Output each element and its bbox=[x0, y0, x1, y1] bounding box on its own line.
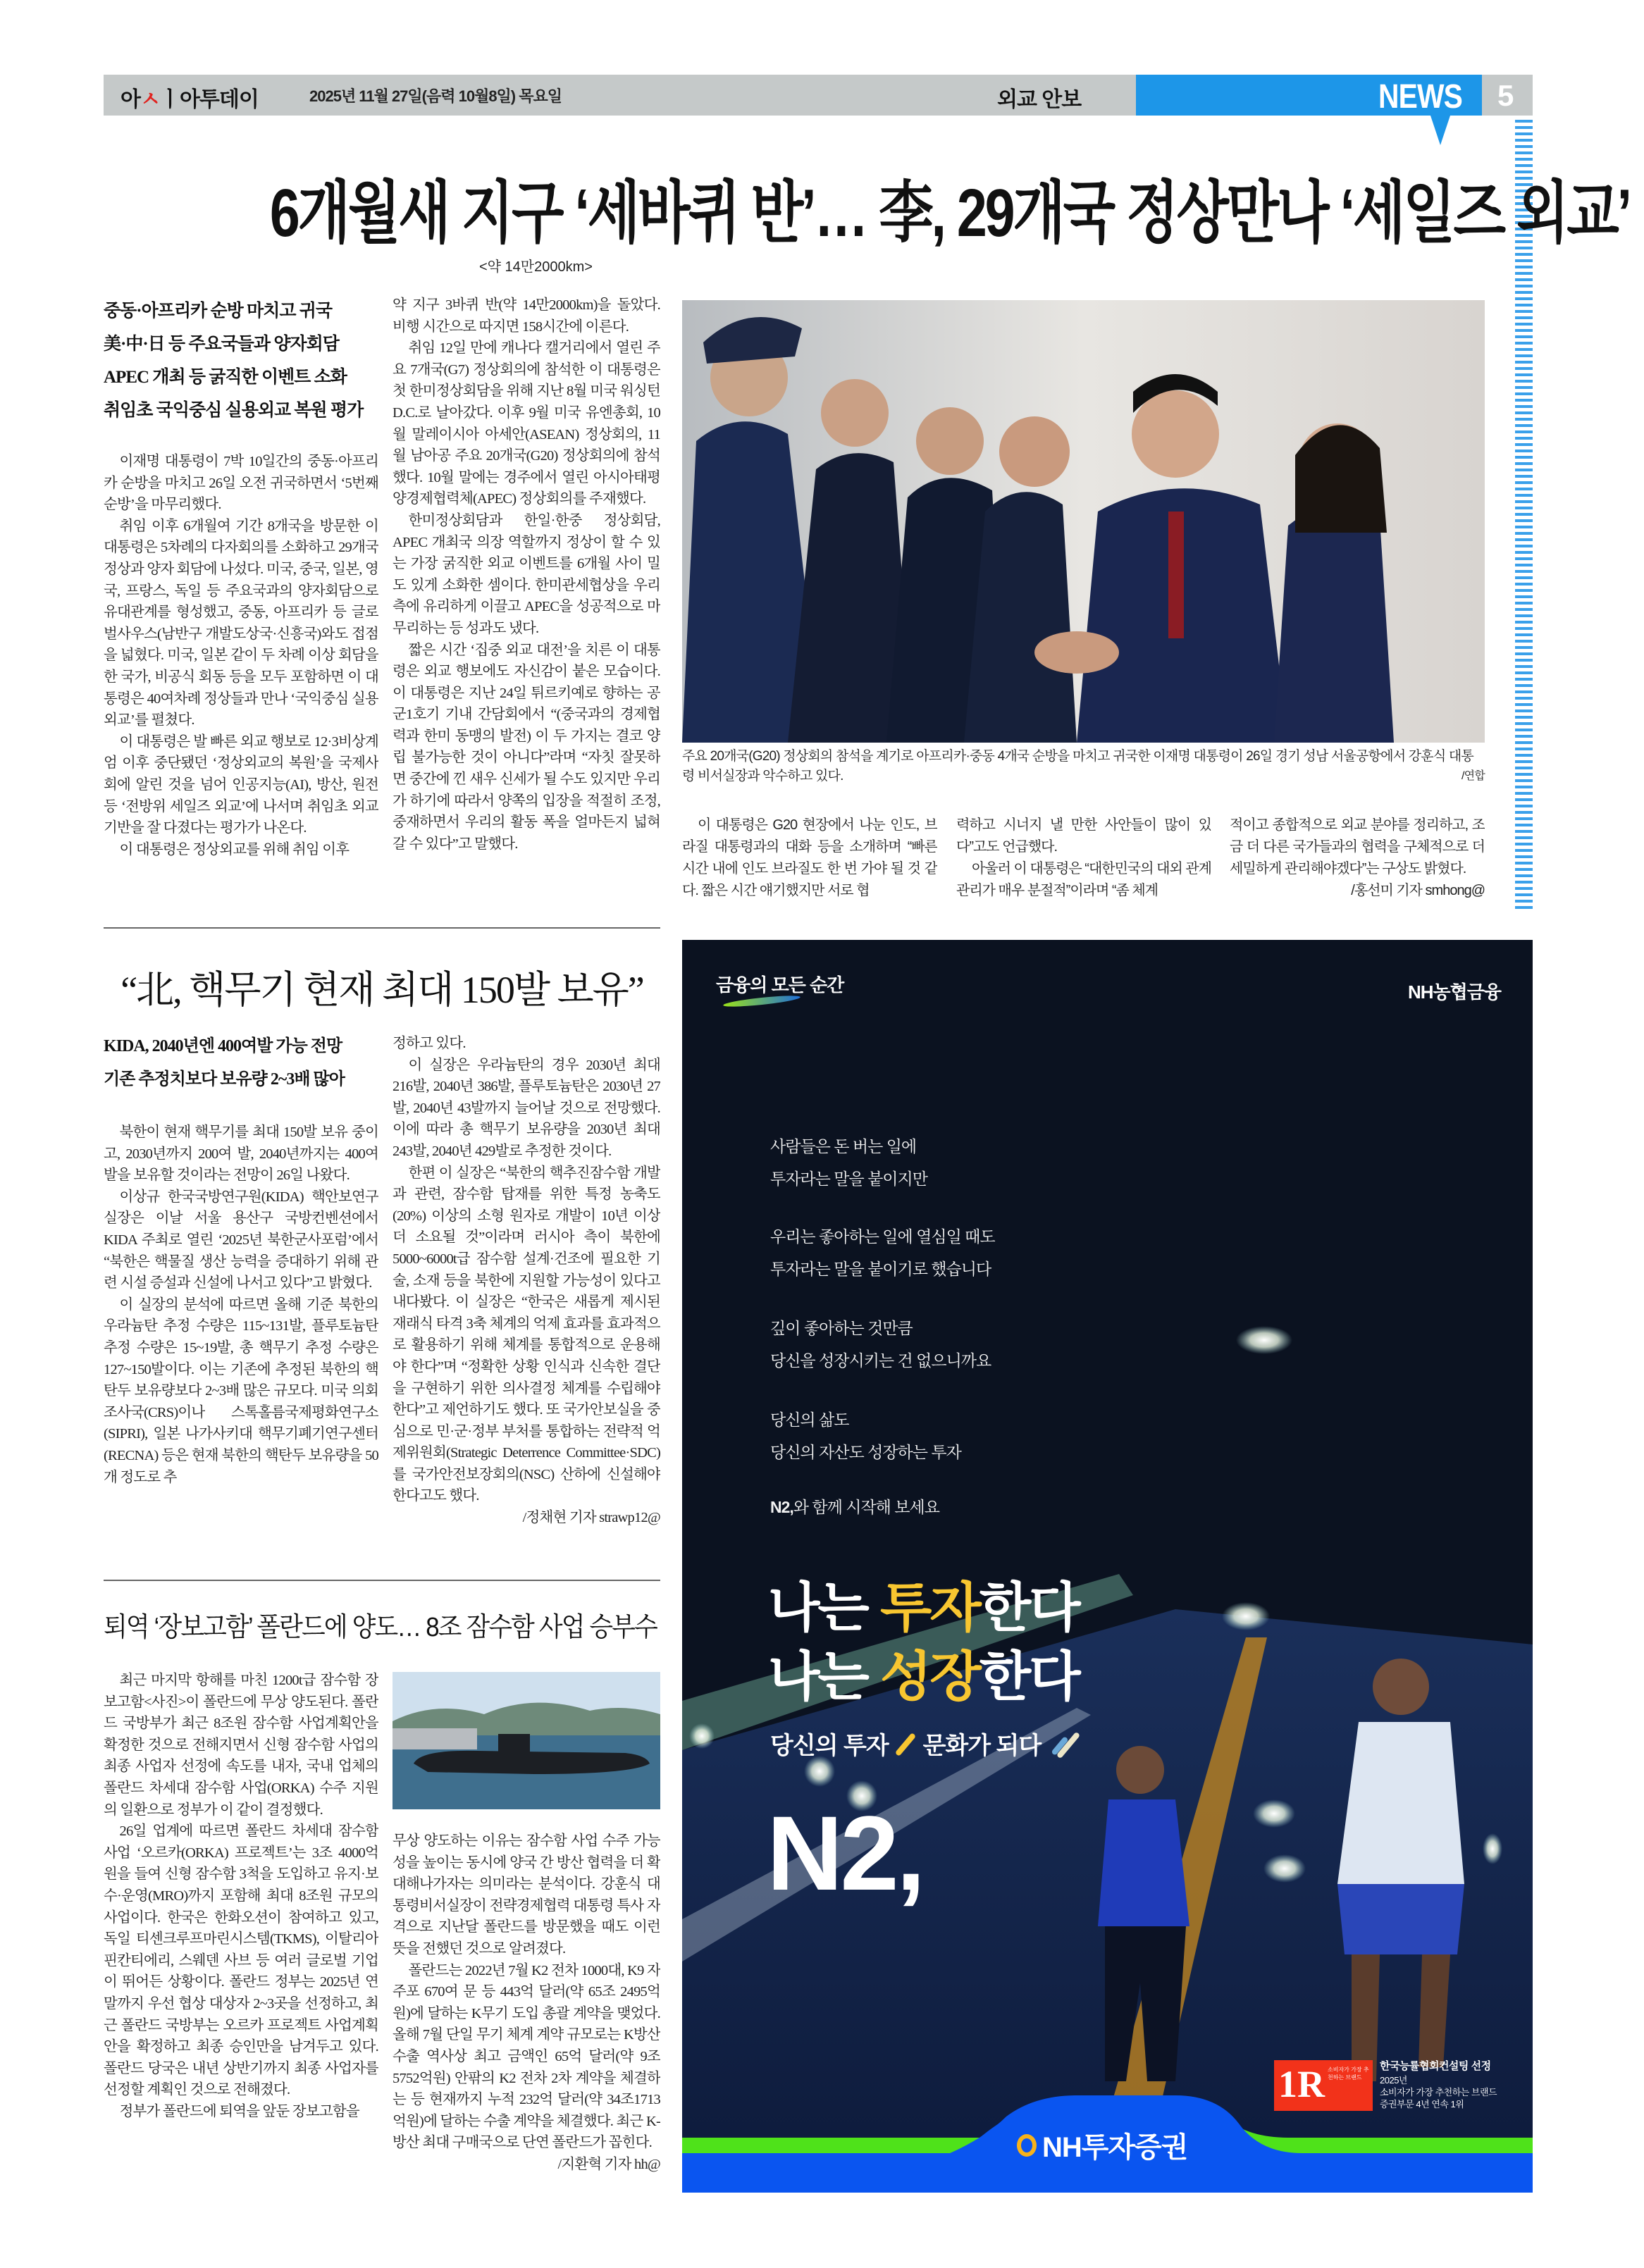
paragraph: 이 실장은 우라늄탄의 경우 2030년 최대 216발, 2040년 386발, 플루토늄탄은 2030년 27발, 2040년 43발까지 늘어날 것으로 전망했다. 이에 따라 총 핵무기 보유량을 2030년 최대 243발, 2040년 429발로 추정한 것이다. bbox=[393, 1057, 660, 1159]
copy-line: 우리는 좋아하는 일에 열심일 때도 bbox=[770, 1227, 995, 1246]
article2-column-2 bbox=[393, 1033, 660, 1573]
paragraph: 무상 양도하는 이유는 잠수함 사업 수주 가능성을 높이는 동시에 양국 간 방산 협력을 더 확대해나가자는 의미라는 분석이다. 강훈식 대통령비서실장이 전략경제협력 대통령 특사 자격으로 지난달 폴란드를 방문했을 때도 이런 뜻을 전했던 것으로 알려졌다. bbox=[393, 1833, 660, 1957]
brand-name: NH투자증권 bbox=[1042, 2132, 1188, 2163]
subheadings bbox=[104, 295, 385, 427]
headline-highlight: 성장 bbox=[879, 1647, 979, 1707]
article1-column-2 bbox=[393, 295, 660, 909]
paragraph: 정부가 폴란드에 퇴역을 앞둔 장보고함을 bbox=[119, 2103, 359, 2119]
copy-line: 당신의 자산도 성장하는 투자 bbox=[770, 1443, 961, 1461]
nh-investment-logo[interactable] bbox=[1017, 2125, 1187, 2165]
headline-line-2 bbox=[768, 1643, 1079, 1712]
subheading: 기존 추정치보다 보유량 2~3배 많아 bbox=[104, 1070, 345, 1089]
copy-line: 당신을 성장시키는 건 없으니까요 bbox=[770, 1351, 991, 1370]
copy-line: 사람들은 돈 버는 일에 bbox=[770, 1137, 917, 1155]
subheading: 美·中·日 등 주요국들과 양자회담 bbox=[104, 335, 339, 354]
slash-yellow-icon bbox=[895, 1733, 917, 1756]
headline-text: 한다 bbox=[979, 1578, 1079, 1638]
article1-column-4 bbox=[956, 814, 1211, 906]
nh-investment-advertisement[interactable] bbox=[682, 940, 1533, 2193]
paragraph: 이 대통령은 정상외교를 위해 취임 이후 bbox=[119, 841, 350, 857]
copy-line-n2 bbox=[770, 1491, 995, 1523]
nh-group-logo: NH농협금융 bbox=[1408, 981, 1502, 1003]
paragraph: 이상규 한국국방연구원(KIDA) 핵안보연구실장은 이날 서울 용산구 국방컨벤션에서 KIDA 주최로 열린 ‘2025년 북한군사포럼’에서 “북한은 핵물질 생산 능력을 증대하기 위해 관련 시설 증설과 신설에 나서고 있다”고 밝혔다. bbox=[104, 1189, 378, 1291]
headline-article3-container bbox=[104, 1605, 660, 1644]
byline: /지환혁 기자 hh@ bbox=[557, 2156, 660, 2172]
award-line: 소비자가 가장 추천하는 브랜드 bbox=[1380, 2087, 1497, 2097]
award-1r-mark: 1R bbox=[1278, 2063, 1325, 2105]
subheading: 중동·아프리카 순방 마치고 귀국 bbox=[104, 302, 333, 321]
paragraph: 한편 이 실장은 “북한의 핵추진잠수함 개발과 관련, 잠수함 탑재를 위한 특정 농축도(20%) 이상의 소형 원자로 개발이 10년 이상 더 소요될 것”이라며 러시아 측이 북한에 5000~6000t급 잠수함 설계·건조에 필요한 기술, 소재 등을 북한에 지원할 가능성이 있다고 내다봤다. 이 실장은 “한국은 새롭게 제시된 재래식 타격 3축 체계의 억제 효과를 효과적으로 활용하기 위해 체계를 통합적으로 운용해야 한다”며 “정확한 상황 인식과 신속한 결단을 구현하기 위한 의사결정 체계를 수립해야 한다”고 제언하기도 했다. 또 국가안보실을 중심으로 민·군·정부 부처를 통합하는 전략적 억제위원회(Strategic Deterrence Committee·SDC)를 국가안전보장회의(NSC) 산하에 신설해야 한다고도 했다. bbox=[393, 1165, 660, 1504]
news-tab bbox=[1136, 75, 1482, 116]
ad-background bbox=[682, 940, 1533, 2193]
logo-part: 아 bbox=[120, 88, 140, 111]
nh-emblem-icon bbox=[1017, 2134, 1037, 2157]
byline: /홍선미 기자 smhong@ bbox=[1351, 883, 1485, 898]
subheading: APEC 개최 등 굵직한 이벤트 소화 bbox=[104, 368, 347, 387]
paragraph: 취임 12일 만에 캐나다 캘거리에서 열린 주요 7개국(G7) 정상회의에 참석한 이 대통령은 첫 한미정상회담을 위해 지난 8월 미국 워싱턴D.C.로 날아갔다. 이후 9월 미국 유엔총회, 10월 말레이시아 아세안(ASEAN) 정상회의, 11월 남아공 주요 20개국(G20) 정상회의에 참석했다. 10월 말에는 경주에서 열린 아시아태평양경제협력체(APEC) 정상회의를 주재했다. bbox=[393, 340, 660, 507]
ad-headline bbox=[768, 1574, 1079, 1712]
pointer-triangle-icon bbox=[1430, 116, 1450, 145]
copy-line: 투자라는 말을 붙이기로 했습니다 bbox=[770, 1260, 991, 1278]
headline-main-container bbox=[104, 175, 1630, 254]
subheading: KIDA, 2040년엔 400여발 가능 전망 bbox=[104, 1037, 342, 1055]
paragraph: 최근 마지막 항해를 마친 1200t급 잠수함 장보고함<사진>이 폴란드에 무상 양도된다. 폴란드 국방부가 최근 8조원 잠수함 사업계획안을 확정한 것으로 전해지면서 신형 잠수함 사업의 최종 사업자 선정에 속도를 내자, 국내 업체의 폴란드 차세대 잠수함 사업(ORKA) 수주 지원의 일환으로 정부가 이 같이 결정했다. bbox=[104, 1673, 378, 1818]
award-badge bbox=[1274, 2060, 1373, 2111]
ad-copy bbox=[770, 1130, 995, 1523]
paragraph: 26일 업계에 따르면 폴란드 차세대 잠수함 사업 ‘오르카(ORKA) 프로젝트’는 3조 4000억원을 들여 신형 잠수함 3척을 도입하고 유지·보수·운영(MRO)까지 포함해 최대 8조원 규모의 사업이다. 한국은 한화오션이 참여하고 있고, 독일 티센크루프마린시스템(TKMS), 이탈리아 핀칸티에리, 스웨덴 사브 등 여러 글로벌 기업이 뛰어든 상황이다. 폴란드 정부는 2025년 연말까지 우선 협상 대상자 2~3곳을 선정하고, 최근 폴란드 국방부는 오르카 프로젝트 사업계획안을 확정하고 최종 승인만을 남겨두고 있다. 폴란드 당국은 내년 상반기까지 최종 사업자를 선정할 계획인 것으로 전해졌다. bbox=[104, 1823, 378, 2098]
article1-column-1 bbox=[104, 451, 378, 909]
paragraph: 취임 이후 6개월여 기간 8개국을 방문한 이 대통령은 5차례의 다자회의를 소화하고 29개국 정상과 양자 회담에 나섰다. 미국, 중국, 일본, 영국, 프랑스, 독일 등 주요국과의 양자회담으로 유대관계를 형성했고, 중동, 아프리카 등 글로벌사우스(남반구 개발도상국·신흥국)와도 접점을 넓혔다. 미국, 일본 같이 두 차례 이상 회담을 한 국가, 비공식 회동 등을 모두 포함하면 이 대통령은 40여차례 정상들과 만나 ‘국익중심 실용외교’를 펼쳤다. bbox=[104, 518, 378, 729]
subheading: 취임초 국익중심 실용외교 복원 평가 bbox=[104, 401, 364, 420]
award-text bbox=[1380, 2060, 1497, 2110]
headline-article2: “北, 핵무기 현재 최대 150발 보유” bbox=[120, 969, 643, 1011]
n2-line-text: 와 함께 시작해 보세요 bbox=[793, 1498, 939, 1516]
paragraph: 정하고 있다. bbox=[393, 1036, 466, 1051]
headline-note: <약 14만2000km> bbox=[479, 259, 593, 275]
headline-highlight: 투자 bbox=[879, 1578, 979, 1638]
award-title: 한국능률협회컨설팅 선정 bbox=[1380, 2060, 1491, 2072]
paragraph: 력하고 시너지 낼 만한 사안들이 많이 있다”고도 언급했다. bbox=[956, 817, 1211, 855]
issue-date: 2025년 11월 27일(음력 10월8일) 목요일 bbox=[309, 87, 562, 105]
article3-column-2 bbox=[393, 1830, 660, 2225]
paragraph: 이 대통령은 G20 현장에서 나눈 인도, 브라질 대통령과의 대화 등을 소개하며 “빠른 시간 내에 인도 브라질도 한 번 가야 될 것 같다. 짧은 시간 얘기했지만 서로 협 bbox=[682, 817, 937, 898]
page-number-box bbox=[1482, 75, 1533, 116]
logo-part: ㅅ bbox=[140, 88, 160, 111]
paragraph: 적이고 종합적으로 외교 분야를 정리하고, 조금 더 다른 국가들과의 협력을 구체적으로 더 세밀하게 관리해야겠다”는 구상도 밝혔다. bbox=[1230, 817, 1485, 876]
paragraph: 폴란드는 2022년 7월 K2 전차 1000대, K9 자주포 670여 문 등 443억 달러(약 65조 2495억원)에 달하는 K무기 도입 총괄 계약을 맺었다. 올해 7월 단일 무기 체계 계약 규모로는 K방산 수출 역사상 최고 금액인 65억 달러(약 9조5752억원) 안팎의 K2 전차 2차 계약을 체결하는 등 현재까지 누적 232억 달러(약 34조1713억원)에 달하는 수출 계약을 체결했다. 최근 K-방산 최대 구매국으로 단연 폴란드가 꼽힌다. bbox=[393, 1962, 660, 2151]
slogan-logo: 금융의 모든 순간 bbox=[716, 974, 844, 996]
headline-text: 나는 bbox=[768, 1647, 880, 1707]
paragraph: 아울러 이 대통령은 “대한민국의 대외 관계 관리가 매우 분절적”이라며 “좀 체계 bbox=[956, 861, 1211, 898]
divider bbox=[104, 927, 660, 929]
headline-line-1 bbox=[768, 1574, 1079, 1643]
copy-line: 당신의 삶도 bbox=[770, 1411, 849, 1429]
tagline-text: 당신의 투자 bbox=[770, 1733, 889, 1759]
headline-article3: 퇴역 ‘장보고함’ 폴란드에 양도… 8조 잠수함 사업 승부수 bbox=[104, 1613, 657, 1642]
paragraph: 짧은 시간 ‘집중 외교 대전’을 치른 이 대통령은 외교 행보에도 자신감이 붙은 모습이다. 이 대통령은 지난 24일 튀르키예로 향하는 공군1호기 기내 간담회에서 “(중국과의 경제협력과 한미 동맹의 발전) 이 두 가지는 결코 양립 불가능한 것이 아니다”라며 “자칫 잘못하면 중간에 낀 새우 신세가 될 수도 있지만 우리가 하기에 따라서 양쪽의 입장을 적절히 조정, 중재하면서 우리의 활동 폭을 얼마든지 넓혀갈 수 있다”고 말했다. bbox=[393, 642, 660, 852]
ad-tagline bbox=[770, 1726, 1071, 1761]
masthead-bar bbox=[104, 75, 1136, 116]
photo-caption bbox=[682, 747, 1485, 786]
paragraph: 한미정상회담과 한일·한중 정상회담, APEC 개최국 의장 역할까지 정상이 할 수 있는 가장 굵직한 외교 이벤트를 6개월 사이 밀도 있게 소화한 셈이다. 한미관세협상을 우리 측에 유리하게 이끌고 APEC을 성공적으로 마무리하는 등 성과도 냈다. bbox=[393, 512, 660, 636]
paragraph: 북한이 현재 핵무기를 최대 150발 보유 중이고, 2030년까지 200여 발, 2040년까지는 400여 발을 보유할 것이라는 전망이 26일 나왔다. bbox=[104, 1124, 378, 1184]
article2-column-1 bbox=[104, 1122, 378, 1573]
headline-text: 나는 bbox=[768, 1578, 880, 1638]
article1-column-3 bbox=[682, 814, 937, 906]
n2-brand-small: N2, bbox=[770, 1498, 793, 1516]
divider bbox=[104, 1580, 660, 1581]
paragraph: 약 지구 3바퀴 반(약 14만2000km)을 돌았다. 비행 시간으로 따지면 158시간에 이른다. bbox=[393, 297, 660, 335]
tagline-text: 문화가 되다 bbox=[922, 1733, 1042, 1759]
news-label: NEWS bbox=[1378, 78, 1462, 116]
award-badge-text: 소비자가 가장 추천하는 브랜드 bbox=[1328, 2066, 1369, 2081]
headline-text: 한다 bbox=[979, 1647, 1079, 1707]
submarine-photo bbox=[393, 1672, 660, 1809]
copy-line: 투자라는 말을 붙이지만 bbox=[770, 1170, 927, 1188]
n2-big-logo: N2, bbox=[767, 1794, 923, 1912]
article3-column-1 bbox=[104, 1670, 378, 2226]
award-line: 2025년 bbox=[1380, 2075, 1407, 2086]
headline-main: 6개월새 지구 ‘세바퀴 반’… 李, 29개국 정상만나 ‘세일즈 외교’ bbox=[269, 175, 1630, 251]
logo-part: ㅣ아투데이 bbox=[159, 88, 259, 111]
paragraph: 이 실장의 분석에 따르면 올해 기준 북한의 우라늄탄 추정 수량은 115~131발, 플루토늄탄 추정 수량은 15~19발, 총 핵무기 추정 수량은 127~150발이다. 이는 기존에 추정된 북한의 핵탄두 보유량보다 2~3배 많은 규모다. 미국 의회조사국(CRS)이나 스톡홀름국제평화연구소(SIPRI), 일본 나가사키대 핵무기폐기연구센터(RECNA) 등은 현재 북한의 핵탄두 보유량을 50개 정도로 추 bbox=[104, 1296, 378, 1485]
article1-column-5 bbox=[1230, 814, 1485, 906]
byline: /정채현 기자 strawp12@ bbox=[522, 1510, 660, 1526]
newspaper-logo[interactable] bbox=[120, 82, 259, 113]
copy-line: 깊이 좋아하는 것만큼 bbox=[770, 1319, 913, 1337]
paragraph: 이 대통령은 발 빠른 외교 행보로 12·3비상계엄 이후 중단됐던 ‘정상외교의 복원’을 국제사회에 알린 것을 넘어 인공지능(AI), 방산, 원전 등 ‘전방위 세일즈 외교’에 나서며 취임초 외교 기반을 잘 다졌다는 평가가 나온다. bbox=[104, 733, 378, 836]
caption-text: 주요 20개국(G20) 정상회의 참석을 계기로 아프리카·중동 4개국 순방을 마치고 귀국한 이재명 대통령이 26일 경기 성남 서울공항에서 강훈식 대통령 비서실장과 악수하고 있다. bbox=[682, 749, 1473, 783]
paragraph: 이재명 대통령이 7박 10일간의 중동·아프리카 순방을 마치고 26일 오전 귀국하면서 ‘5번째 순방’을 마무리했다. bbox=[104, 454, 378, 513]
page-number: 5 bbox=[1497, 79, 1514, 112]
photo-credit: /연합 bbox=[1461, 770, 1485, 782]
section-label: 외교 안보 bbox=[997, 88, 1082, 111]
award-line: 증권부문 4년 연속 1위 bbox=[1380, 2099, 1464, 2109]
news-photo bbox=[682, 300, 1485, 743]
headline-article2-container bbox=[104, 960, 660, 1014]
subheadings bbox=[104, 1030, 385, 1096]
